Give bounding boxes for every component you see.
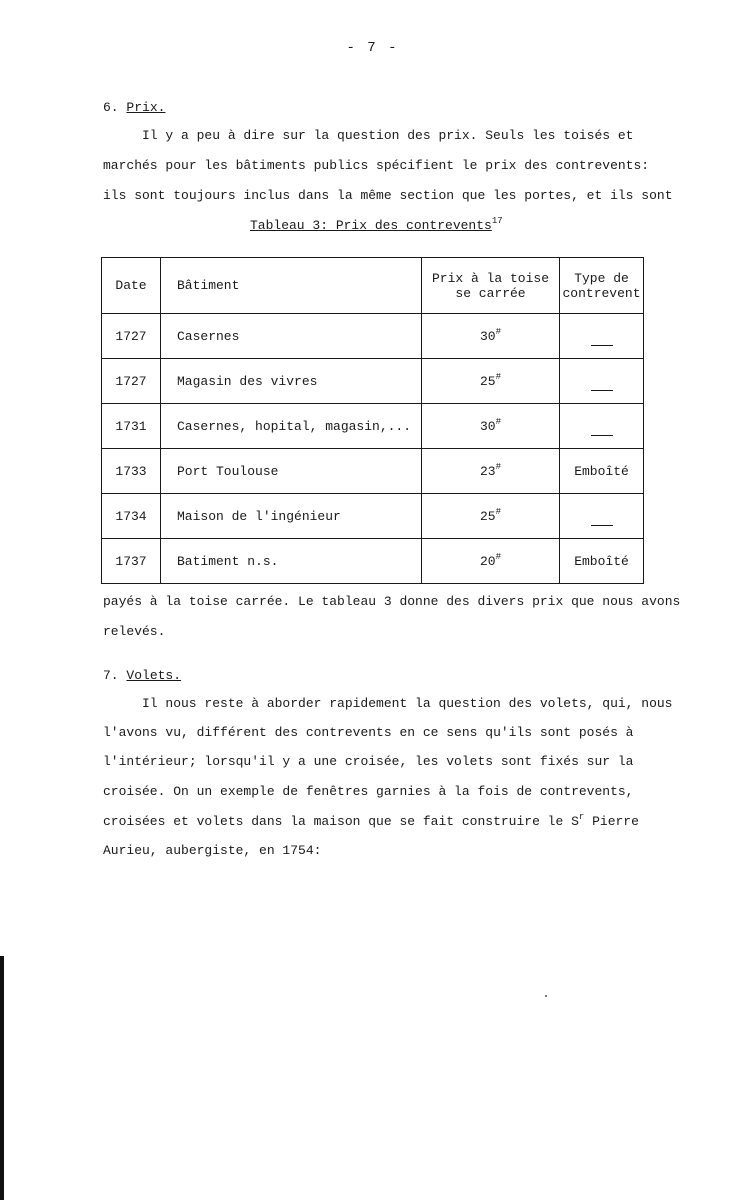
- paragraph-line: relevés.: [103, 624, 166, 639]
- paragraph-line: Il y a peu à dire sur la question des prix. Seuls les toisés et: [142, 128, 634, 143]
- section-7-number: 7.: [103, 668, 119, 683]
- abbrev-superscript: r: [578, 812, 585, 822]
- header-prix: [422, 258, 560, 314]
- cell-date: 1727: [102, 359, 161, 404]
- cell-date: 1727: [102, 314, 161, 359]
- page-number: - 7 -: [346, 40, 399, 56]
- price-value: 30: [479, 328, 496, 344]
- currency-mark: #: [495, 506, 501, 517]
- empty-dash: [591, 525, 613, 526]
- table-row: [102, 494, 644, 539]
- cell-type: [560, 404, 644, 449]
- cell-batiment: Magasin des vivres: [161, 359, 422, 404]
- section-7-title: Volets.: [126, 668, 182, 683]
- paragraph-line: [103, 814, 639, 829]
- cell-batiment: Batiment n.s.: [161, 539, 422, 584]
- cell-prix: [422, 539, 560, 584]
- cell-type: [560, 314, 644, 359]
- cell-prix: [422, 359, 560, 404]
- table-caption-text: Tableau 3: Prix des contrevents: [250, 218, 492, 233]
- header-prix-line2: se carrée: [455, 285, 526, 301]
- cell-type: Emboîté: [560, 539, 644, 584]
- cell-date: 1737: [102, 539, 161, 584]
- paragraph-line: croisée. On un exemple de fenêtres garnies à la fois de contrevents,: [103, 784, 634, 799]
- cell-prix: [422, 404, 560, 449]
- header-prix-line1: Prix à la toise: [431, 270, 550, 286]
- price-value: 25: [479, 508, 496, 524]
- currency-mark: #: [495, 551, 501, 562]
- cell-type: Emboîté: [560, 449, 644, 494]
- price-value: 23: [479, 463, 496, 479]
- paragraph-line: ils sont toujours inclus dans la même section que les portes, et ils sont: [103, 188, 673, 203]
- header-batiment: Bâtiment: [161, 258, 422, 314]
- cell-type: [560, 494, 644, 539]
- empty-dash: [591, 435, 613, 436]
- paragraph-line: Il nous reste à aborder rapidement la question des volets, qui, nous: [142, 696, 673, 711]
- paragraph-line-end: Pierre: [584, 814, 639, 829]
- empty-dash: [591, 345, 613, 346]
- cell-prix: [422, 449, 560, 494]
- table-header-row: [102, 258, 644, 314]
- header-type-line1: Type de: [574, 270, 629, 286]
- cell-prix: [422, 314, 560, 359]
- scan-margin-bar: [0, 956, 4, 1200]
- paragraph-line: payés à la toise carrée. Le tableau 3 donne des divers prix que nous avons: [103, 594, 681, 609]
- cell-batiment: Maison de l'ingénieur: [161, 494, 422, 539]
- cell-date: 1734: [102, 494, 161, 539]
- cell-type: [560, 359, 644, 404]
- table-row: [102, 314, 644, 359]
- price-table: [101, 257, 644, 584]
- section-6-title: Prix.: [126, 100, 166, 115]
- cell-batiment: Port Toulouse: [161, 449, 422, 494]
- currency-mark: #: [495, 371, 501, 382]
- cell-batiment: Casernes, hopital, magasin,...: [161, 404, 422, 449]
- table-row: [102, 449, 644, 494]
- cell-prix: [422, 494, 560, 539]
- table-row: [102, 539, 644, 584]
- empty-dash: [591, 390, 613, 391]
- currency-mark: #: [495, 416, 501, 427]
- footnote-ref: 17: [491, 216, 503, 226]
- table-caption: [250, 218, 503, 233]
- paragraph-line: l'intérieur; lorsqu'il y a une croisée, les volets sont fixés sur la: [103, 754, 634, 769]
- section-7-heading: [103, 668, 181, 683]
- header-date: Date: [102, 258, 161, 314]
- price-value: 30: [479, 418, 496, 434]
- table-row: [102, 404, 644, 449]
- cell-batiment: Casernes: [161, 314, 422, 359]
- cell-date: 1731: [102, 404, 161, 449]
- paragraph-line: marchés pour les bâtiments publics spécifient le prix des contrevents:: [103, 158, 650, 173]
- cell-date: 1733: [102, 449, 161, 494]
- paragraph-line: l'avons vu, différent des contrevents en ce sens qu'ils sont posés à: [103, 725, 634, 740]
- price-value: 20: [479, 553, 496, 569]
- paragraph-line-text: croisées et volets dans la maison que se fait construire le S: [103, 814, 579, 829]
- header-type: [560, 258, 644, 314]
- table-row: [102, 359, 644, 404]
- currency-mark: #: [495, 461, 501, 472]
- section-6-number: 6.: [103, 100, 119, 115]
- paragraph-line: Aurieu, aubergiste, en 1754:: [103, 843, 322, 858]
- currency-mark: #: [495, 326, 501, 337]
- header-type-line2: contrevent: [562, 285, 641, 301]
- price-value: 25: [479, 373, 496, 389]
- scan-speck: [545, 995, 547, 997]
- section-6-heading: [103, 100, 165, 115]
